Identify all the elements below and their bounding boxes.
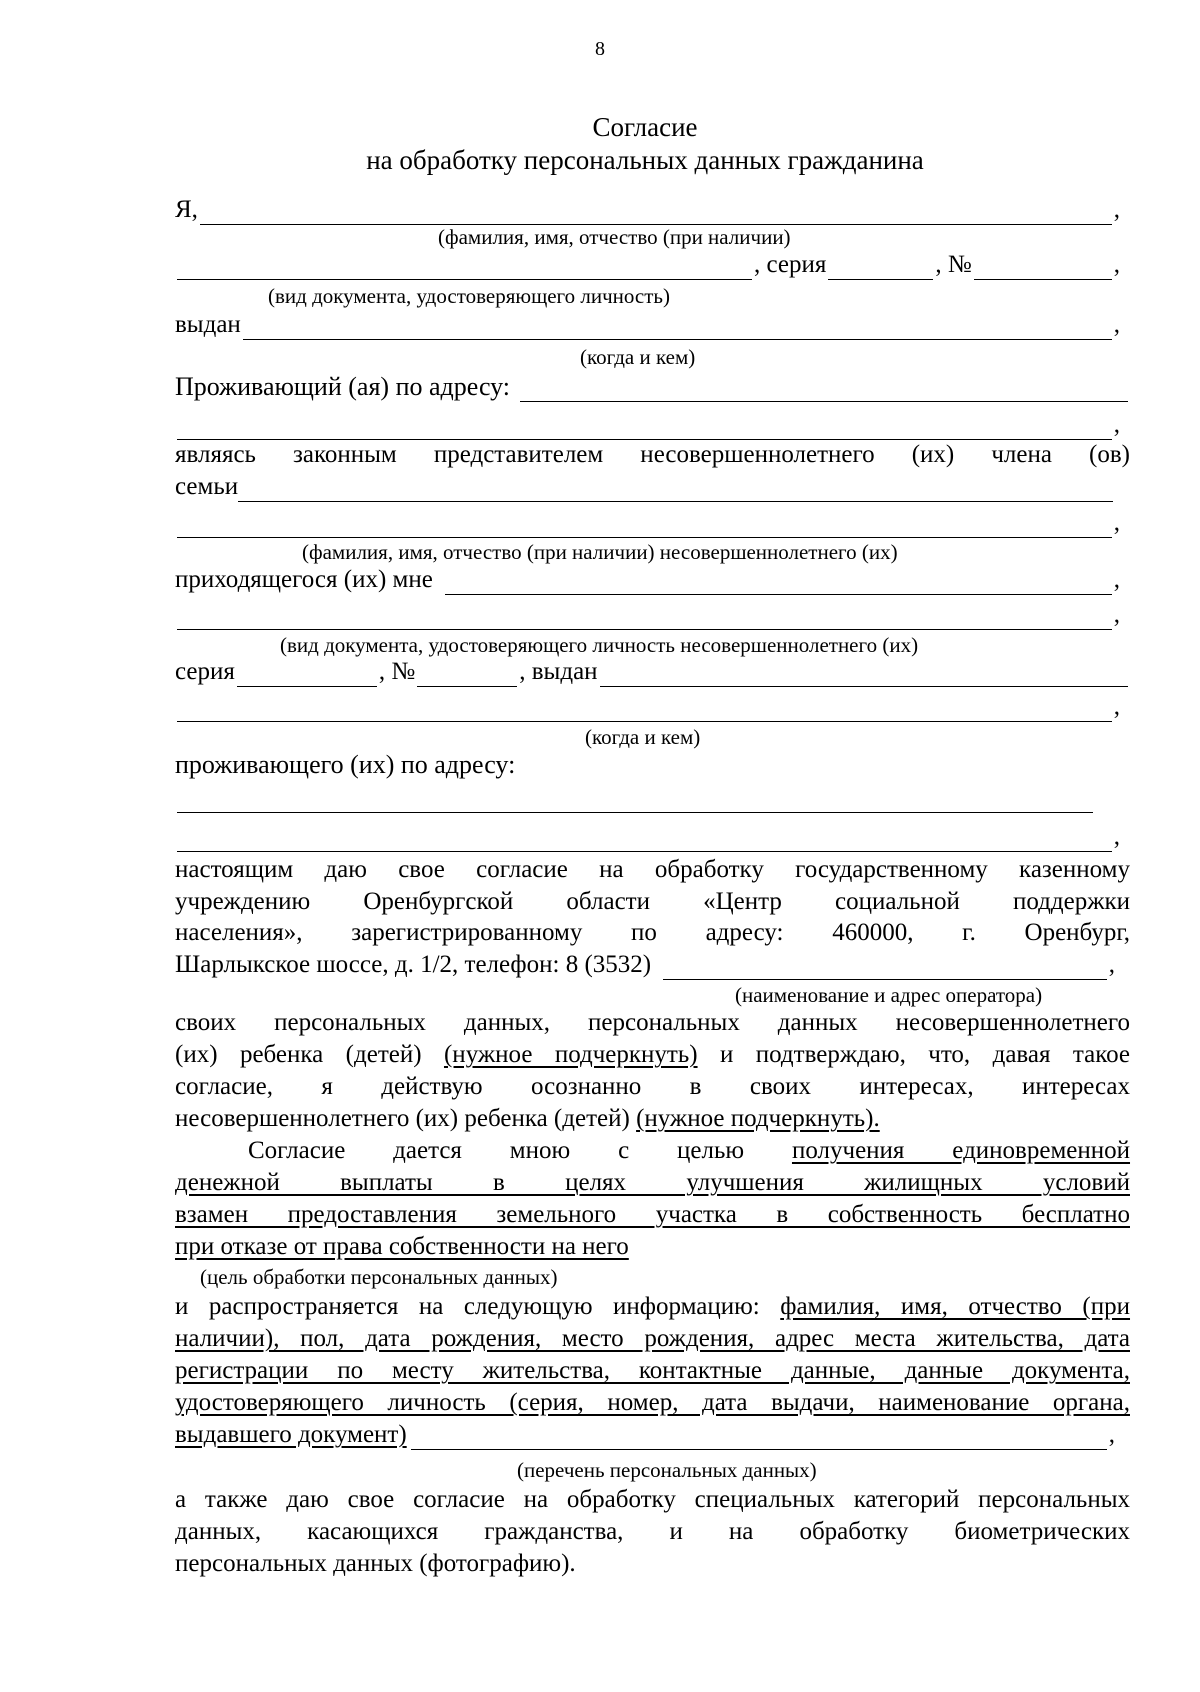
phone-blank[interactable] [663, 957, 1107, 980]
p2-line-4-underlined: (нужное подчеркнуть). [636, 1105, 880, 1132]
p4-line-1-a: и распространяется на следующую информацию: [175, 1293, 760, 1320]
p3-line-4-text: при отказе от права собственности на него [175, 1233, 629, 1260]
p4-line-2 [175, 1324, 1130, 1354]
caption-fio: (фамилия, имя, отчество (при наличии) [438, 225, 791, 249]
field-address2-row [175, 790, 1095, 813]
p2-line-4 [175, 1104, 1130, 1134]
page-number: 8 [595, 38, 605, 60]
nomer2-label: , № [378, 658, 416, 685]
field-address-row-2: , [175, 410, 1120, 440]
p4-line-4 [175, 1388, 1130, 1418]
seriya2-blank[interactable] [237, 664, 377, 687]
rep-line: являясь законным представителем несовершеннолетнего (их) члена (ов) [175, 441, 1130, 468]
caption-operator: (наименование и адрес оператора) [735, 983, 1043, 1007]
p2-line-2 [175, 1040, 1130, 1070]
page-subtitle: на обработку персональных данных гражданина [366, 145, 924, 175]
field-family-row-2: , [175, 508, 1120, 538]
caption-doc: (вид документа, удостоверяющего личность) [268, 284, 671, 308]
field-address-row [175, 372, 1130, 402]
nomer-label: , № [935, 251, 972, 278]
p3-line-1-underlined: получения единовременной [791, 1137, 1131, 1164]
p4-line-2-text: наличии), пол, дата рождения, место рождения, адрес места жительства, дата [175, 1325, 1130, 1352]
p1-line-3: населения», зарегистрированному по адресу: 460000, г. Оренбург, [175, 919, 1130, 946]
issued2-blank-2[interactable] [177, 699, 1112, 722]
vydan2-label: , выдан [519, 658, 598, 685]
caption-list: (перечень персональных данных) [517, 1458, 817, 1482]
p3-line-3 [175, 1200, 1130, 1230]
p4-line-3 [175, 1356, 1130, 1386]
semi-label: семьи [175, 473, 239, 500]
field-issued2-row-2: , [175, 692, 1120, 722]
p1-line-2: учреждению Оренбургской области «Центр социальной поддержки [175, 888, 1130, 915]
relation-blank[interactable] [445, 572, 1112, 595]
field-minor-series-row [175, 657, 1130, 687]
p2-line-2-b: и подтверждаю, что, давая такое [719, 1041, 1131, 1068]
doc-minor-blank[interactable] [177, 607, 1112, 630]
field-doc-minor-row: , [175, 600, 1120, 630]
address-label: Проживающий (ая) по адресу: [175, 372, 511, 401]
p2-line-2-a: (их) ребенка (детей) [175, 1041, 422, 1068]
issued2-blank[interactable] [600, 664, 1128, 687]
p4-line-5: выдавшего документ) , [175, 1421, 1115, 1448]
caption-goal: (цель обработки персональных данных) [200, 1265, 558, 1289]
p3-line-2-text: денежной выплаты в целях улучшения жилищных условий [175, 1169, 1130, 1196]
nomer2-blank[interactable] [417, 664, 517, 687]
seriya2-label: серия [175, 658, 235, 685]
address-blank[interactable] [520, 379, 1128, 402]
p4-line-4-text: удостоверяющего личность (серия, номер, дата выдачи, наименование органа, [175, 1389, 1130, 1416]
caption-doc-minor: (вид документа, удостоверяющего личность несовершеннолетнего (их) [280, 633, 919, 657]
p4-line-3-text: регистрации по месту жительства, контактные данные, данные документа, [175, 1357, 1130, 1384]
nomer-blank[interactable] [974, 257, 1112, 280]
p2-line-3: согласие, я действую осознанно в своих интересах, интересах [175, 1073, 1130, 1100]
prihod-label: приходящегося (их) мне [175, 566, 433, 593]
family-blank-2[interactable] [177, 515, 1112, 538]
address2-blank-2[interactable] [177, 829, 1112, 852]
p5-line-3: персональных данных (фотографию). [175, 1550, 576, 1577]
field-issued-row: выдан , [175, 311, 1120, 338]
field-relation-row: приходящегося (их) мне , [175, 566, 1120, 593]
p4-line-1-underlined: фамилия, имя, отчество (при [780, 1293, 1131, 1320]
p3-line-2 [175, 1168, 1130, 1198]
p1-line-1: настоящим даю свое согласие на обработку государственному казенному [175, 856, 1130, 883]
caption-when: (когда и кем) [580, 345, 696, 369]
vydan-label: выдан [175, 311, 241, 338]
seriya-blank[interactable] [828, 257, 933, 280]
fio-blank[interactable] [200, 202, 1112, 225]
p5-line-2: данных, касающихся гражданства, и на обработку биометрических [175, 1518, 1130, 1545]
p2-line-1: своих персональных данных, персональных данных несовершеннолетнего [175, 1009, 1130, 1036]
field-doc-row: , серия , № , [175, 250, 1120, 280]
field-address2-row-2: , [175, 822, 1120, 852]
p3-line-1 [248, 1136, 1130, 1166]
address-blank-2[interactable] [177, 417, 1112, 440]
address2-label: проживающего (их) по адресу: [175, 750, 516, 779]
ya-label: Я, [175, 196, 198, 223]
p2-line-4-a: несовершеннолетнего (их) ребенка (детей) [175, 1105, 630, 1132]
p1-line-4-text: Шарлыкское шоссе, д. 1/2, телефон: 8 (3532) [175, 951, 652, 978]
doc-type-blank[interactable] [177, 257, 752, 280]
p4-line-1 [175, 1292, 1130, 1322]
field-fio-row: Я, , [175, 196, 1120, 223]
p3-line-3-text: взамен предоставления земельного участка в собственность бесплатно [175, 1201, 1130, 1228]
field-family-row [175, 472, 1115, 502]
seriya-label: , серия [754, 251, 827, 278]
list-blank[interactable] [411, 1427, 1107, 1450]
page-title: Согласие [592, 112, 698, 142]
address2-blank[interactable] [177, 790, 1093, 813]
p5-line-1: а также даю свое согласие на обработку специальных категорий персональных [175, 1486, 1130, 1513]
family-blank[interactable] [238, 479, 1113, 502]
issued-blank[interactable] [243, 317, 1112, 340]
caption-when-2: (когда и кем) [585, 725, 701, 749]
p4-line-5-text: выдавшего документ) [175, 1421, 407, 1448]
caption-fio-minor: (фамилия, имя, отчество (при наличии) несовершеннолетнего (их) [302, 540, 898, 564]
p3-line-4 [175, 1232, 1130, 1262]
p1-line-4: Шарлыкское шоссе, д. 1/2, телефон: 8 (3532) , [175, 951, 1115, 978]
p2-line-2-underlined: (нужное подчеркнуть) [443, 1041, 698, 1068]
p3-line-1-a: Согласие дается мною с целью [248, 1137, 745, 1164]
